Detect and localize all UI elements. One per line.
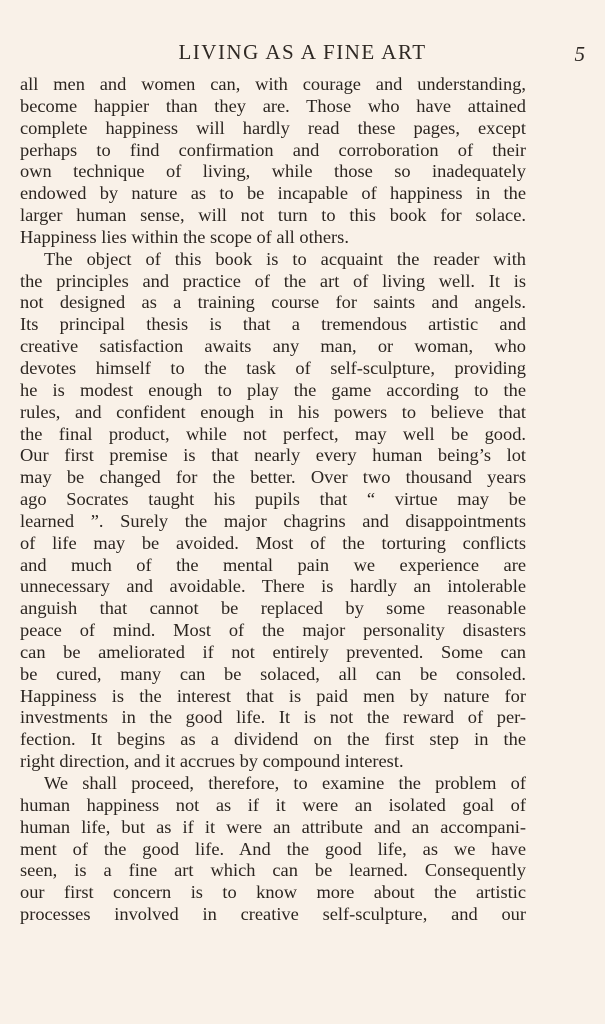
text-line: the principles and practice of the art of living well. It is — [20, 270, 526, 291]
text-line: the final product, while not perfect, may well be good. — [20, 423, 526, 444]
text-line: human life, but as if it were an attribute and an accompani- — [20, 816, 526, 837]
text-line: be cured, many can be solaced, all can be consoled. — [20, 663, 526, 684]
text-line: can be ameliorated if not entirely prevented. Some can — [20, 641, 526, 662]
text-line: Happiness lies within the scope of all others. — [20, 226, 349, 247]
running-head — [0, 38, 605, 68]
text-line: Our first premise is that nearly every human being’s lot — [20, 445, 526, 466]
text-line: devotes himself to the task of self-sculpture, providing — [20, 357, 526, 378]
text-line: The object of this book is to acquaint the reader with — [44, 248, 526, 269]
text-line: unnecessary and avoidable. There is hardly an intolerable — [20, 576, 526, 597]
text-line: of life may be avoided. Most of the torturing conflicts — [20, 532, 526, 553]
text-line: our first concern is to know more about the artistic — [20, 882, 526, 903]
text-line: may be changed for the better. Over two thousand years — [20, 467, 526, 488]
text-line: Its principal thesis is that a tremendous artistic and — [20, 314, 526, 335]
page-number: 5 — [574, 42, 585, 66]
text-line: he is modest enough to play the game according to the — [20, 379, 526, 400]
text-line: fection. It begins as a dividend on the first step in the — [20, 729, 526, 750]
text-line: human happiness not as if it were an isolated goal of — [20, 794, 526, 815]
text-line: Happiness is the interest that is paid men by nature for — [20, 685, 526, 706]
text-line: processes involved in creative self-sculpture, and our — [20, 904, 526, 925]
text-line: become happier than they are. Those who have attained — [20, 95, 526, 116]
text-line: perhaps to find confirmation and corroboration of their — [20, 139, 526, 160]
text-line: endowed by nature as to be incapable of happiness in the — [20, 183, 526, 204]
text-line: peace of mind. Most of the major personality disasters — [20, 620, 526, 641]
text-line: right direction, and it accrues by compound interest. — [20, 751, 404, 772]
text-line: seen, is a fine art which can be learned. Consequently — [20, 860, 526, 881]
text-line: own technique of living, while those so inadequately — [20, 161, 526, 182]
text-line: We shall proceed, therefore, to examine the problem of — [44, 773, 526, 793]
text-line: larger human sense, will not turn to this book for solace. — [20, 205, 526, 226]
text-line: anguish that cannot be replaced by some reasonable — [20, 598, 526, 619]
body-text — [20, 74, 526, 926]
text-line: ment of the good life. And the good life, as we have — [20, 838, 526, 859]
text-line: all men and women can, with courage and understanding, — [20, 74, 526, 94]
text-line: learned ”. Surely the major chagrins and disappointments — [20, 510, 526, 531]
running-title: LIVING AS A FINE ART — [178, 40, 427, 64]
text-line: and much of the mental pain we experience are — [20, 554, 526, 575]
text-line: complete happiness will hardly read these pages, except — [20, 117, 526, 138]
text-line: creative satisfaction awaits any man, or woman, who — [20, 336, 526, 357]
text-line: rules, and confident enough in his powers to believe that — [20, 401, 526, 422]
text-line: not designed as a training course for saints and angels. — [20, 292, 526, 313]
text-line: investments in the good life. It is not the reward of per- — [20, 707, 526, 728]
text-line: ago Socrates taught his pupils that “ virtue may be — [20, 489, 526, 510]
